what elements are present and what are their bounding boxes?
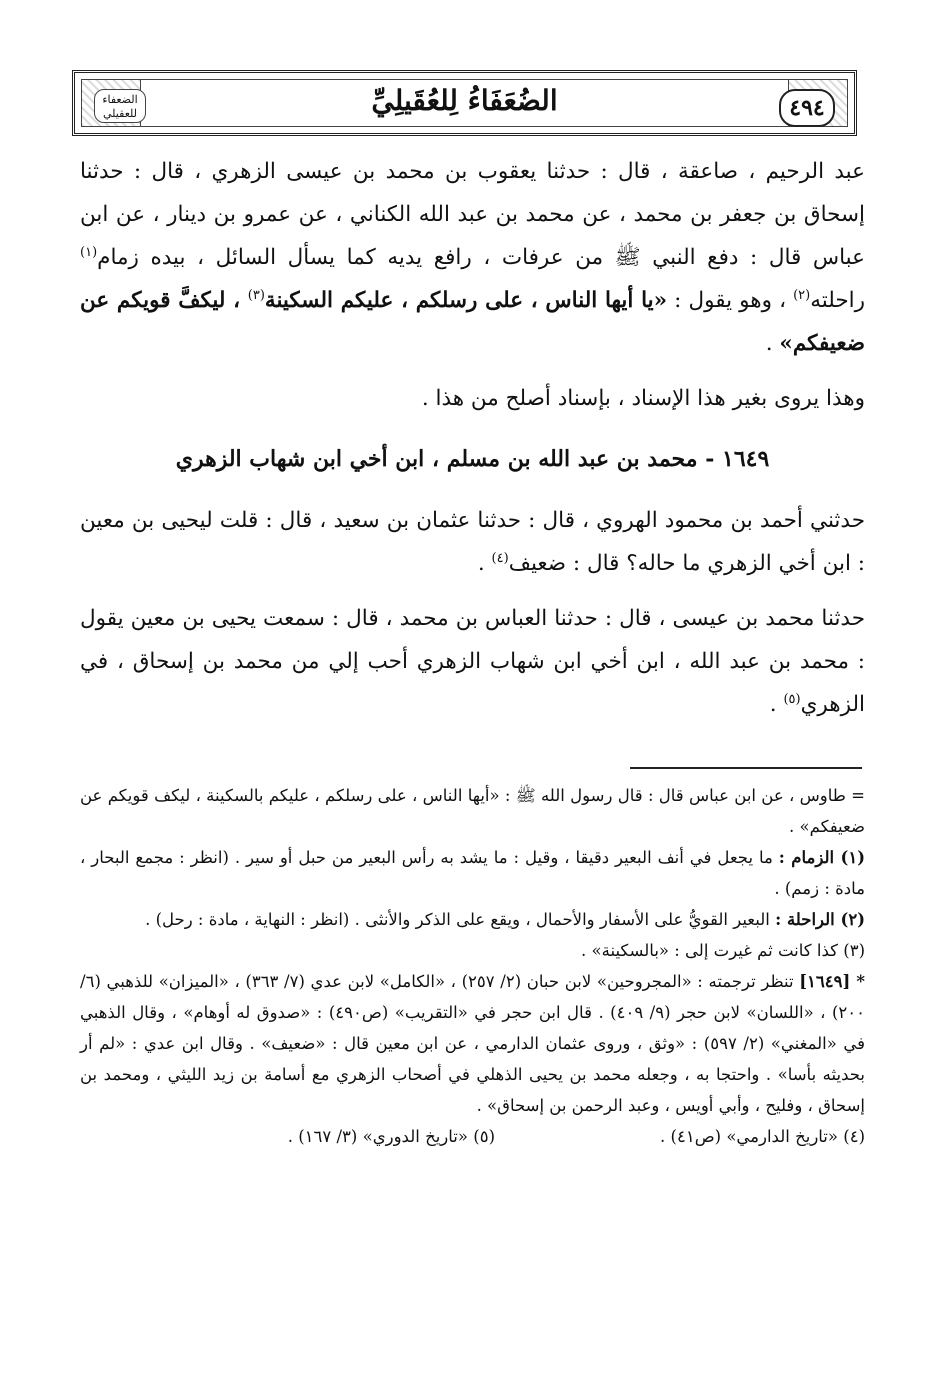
footnote-label: (٢) الراحلة : [775,910,865,929]
text-span: حدثني أحمد بن محمود الهروي ، قال : حدثنا عثمان بن سعيد ، قال : قلت ليحيى بن معين : ابن أخي الزهري ما حاله؟ قال : ضعيف [80,508,865,576]
paragraph-narration-2 [80,597,865,726]
footnote-3: (٣) كذا كانت ثم غيرت إلى : «بالسكينة» . [581,941,865,960]
entry-heading: ١٦٤٩ - محمد بن عبد الله بن مسلم ، ابن أخي ابن شهاب الزهري [175,446,770,472]
main-text [80,150,865,726]
footnote-4: (٤) «تاريخ الدارمي» (ص٤١) . [660,1127,865,1146]
series-logo: الضعفاء للعقيلي [94,89,146,123]
footnotes [80,780,865,1152]
paragraph-isnad-note: وهذا يروى بغير هذا الإسناد ، بإسناد أصلح من هذا . [421,386,865,411]
footnote-divider [630,767,862,769]
page-header [72,70,857,136]
footnote-marker: (٣) [247,287,265,303]
hadith-quote: ، ليكفَّ قويكم عن ضعيفكم» [80,288,865,356]
text-span: عبد الرحيم ، صاعقة ، قال : حدثنا يعقوب بن محمد بن عيسى الزهري ، قال : حدثنا إسحاق بن جعفر بن محمد ، عن محمد بن عبد الله الكناني ، عن عمرو بن دينار ، عن ابن عباس قال : دفع النبي ﷺ من عرفات ، رافع يديه كما يسأل السائل ، بيده زمام [80,159,865,270]
footnote-marker: (١) [80,244,98,260]
footnote-marker: (٥) [783,691,801,707]
footnote-continuation: = طاوس ، عن ابن عباس قال : قال رسول الله ﷺ : «أيها الناس ، على رسلكم ، عليكم بالسكينة ، ليكف قويكم عن ضعيفكم» . [80,786,865,836]
footnote-entry-1649 [80,966,865,1121]
footnote-label: (١) الزمام : [778,848,866,867]
paragraph-narration-1 [80,499,865,585]
text-span: . [769,692,784,717]
text-span: حدثنا محمد بن عيسى ، قال : حدثنا العباس بن محمد ، قال : سمعت يحيى بن معين يقول : محمد بن عبد الله ، ابن أخي ابن شهاب الزهري أحب إلي من محمد بن إسحاق ، في الزهري [80,606,865,717]
footnote-marker: (٤) [491,550,509,566]
text-span: ، وهو يقول : [667,288,794,313]
paragraph-hadith [80,150,865,365]
text-span: راحلته [810,288,866,313]
book-title: الضُعَفَاءُ لِلعُقَيلِيِّ [371,84,558,117]
footnote-text: البعير القويُّ على الأسفار والأحمال ، ويقع على الذكر والأنثى . (انظر : النهاية ، مادة : رحل) . [145,910,776,929]
footnote-2 [80,904,865,935]
footnote-5: (٥) «تاريخ الدوري» (٣/ ١٦٧) . [287,1127,495,1146]
text-span: . [477,551,492,576]
hadith-quote: «يا أيها الناس ، على رسلكم ، عليكم السكينة [264,288,668,313]
footnote-marker: (٢) [793,287,811,303]
footnote-text: ما يجعل في أنف البعير دقيقا ، وقيل : ما يشد به رأس البعير من حبل أو سير . (انظر : مجمع البحار ، مادة : زمم) . [80,848,865,898]
footnote-text: تنظر ترجمته : «المجروحين» لابن حبان (٢/ ٢٥٧) ، «الكامل» لابن عدي (٧/ ٣٦٣) ، «الميزان» للذهبي (٦/ ٢٠٠) ، «اللسان» لابن حجر (٩/ ٤٠٩) . قال ابن حجر في «التقريب» (ص٤٩٠) : «صدوق له أوهام» ، وقال الذهبي في «المغني» (٢/ ٥٩٧) : «وثق ، وروى عثمان الدارمي ، عن ابن معين قال : «ضعيف» . وقال ابن عدي : «لم أر بحديثه بأسا» . واحتجا به ، وجعله محمد بن يحيى الذهلي في أصحاب الزهري مع أسامة بن زيد الليثي ، ومحمد بن إسحاق ، وفليح ، وأبي أويس ، وعبد الرحمن بن إسحاق» . [80,972,865,1115]
footnote-label: * [١٦٤٩] [799,972,866,991]
footnote-row-4-5 [80,1121,865,1152]
text-span: . [765,331,780,356]
footnote-1 [80,842,865,904]
page-number: ٤٩٤ [779,89,835,127]
header-frame [81,79,848,127]
